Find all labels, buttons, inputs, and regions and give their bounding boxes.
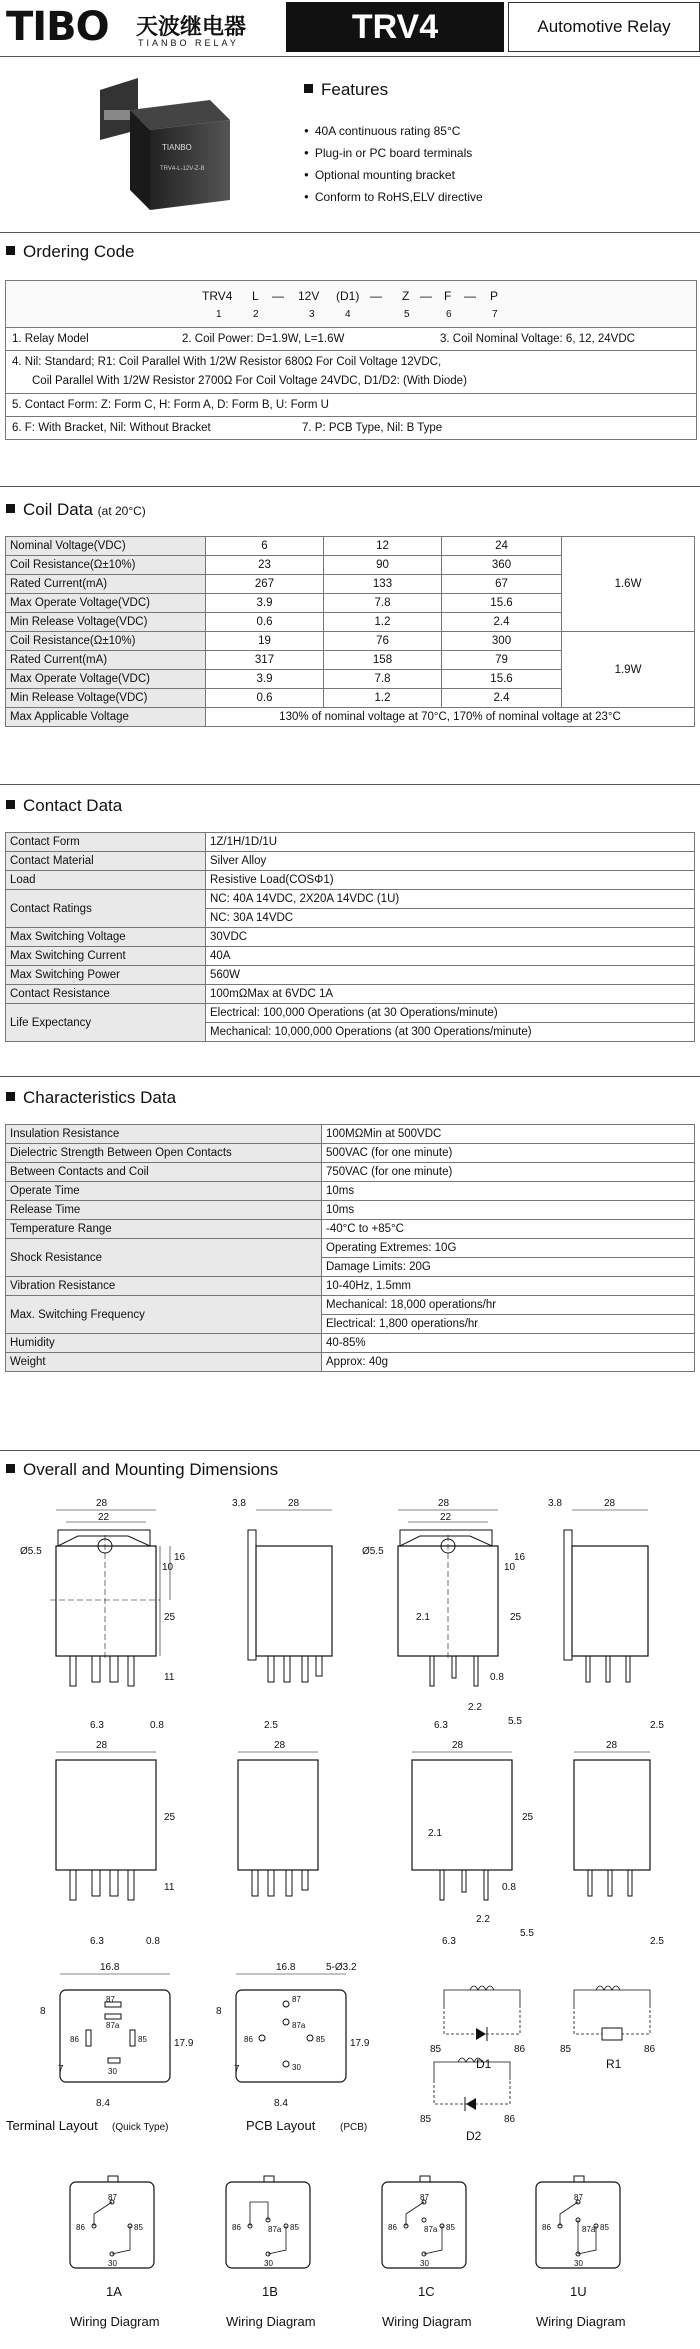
pcb-layout-note: (PCB): [340, 2122, 368, 2133]
schem-label: D2: [466, 2129, 482, 2143]
divider: [0, 1450, 700, 1451]
wiring-form-label: 1C: [418, 2284, 435, 2299]
dim-label: 5.5: [508, 1716, 522, 1727]
code-separator: —: [272, 289, 284, 303]
dim-label: 5-Ø3.2: [326, 1962, 357, 1973]
code-part: (D1): [336, 289, 360, 303]
coil-heading: Coil Data (at 20°C): [6, 500, 146, 520]
dim-label: 11: [164, 1882, 175, 1893]
pin-label: 86: [388, 2223, 397, 2232]
dim-label: 6.3: [90, 1720, 104, 1731]
dim-label: 2.2: [476, 1914, 490, 1925]
pin-label: 87a: [292, 2021, 306, 2030]
schematic-d1: [444, 1986, 520, 2041]
table-row: [6, 1144, 695, 1163]
table-cell: 67: [442, 575, 562, 594]
table-cell: Approx: 40g: [322, 1353, 695, 1372]
row-label: Contact Material: [6, 852, 206, 871]
table-cell: Operating Extremes: 10G: [322, 1239, 695, 1258]
table-cell: 2.4: [442, 689, 562, 708]
schem-label: D1: [476, 2057, 492, 2071]
dim-label: 22: [440, 1512, 452, 1523]
table-cell: 500VAC (for one minute): [322, 1144, 695, 1163]
dim-label: 6.3: [434, 1720, 448, 1731]
dim-label: 8: [216, 2006, 222, 2017]
schem-pin: 85: [560, 2044, 572, 2055]
row-label: Max. Switching Frequency: [6, 1296, 322, 1334]
dim-label: 28: [452, 1740, 464, 1751]
feature-item: ● 40A continuous rating 85°C: [304, 120, 483, 142]
pin-label: 87a: [582, 2225, 596, 2234]
dim-label: 2.5: [650, 1936, 664, 1947]
pin-label: 86: [70, 2035, 79, 2044]
ordering-row: 5. Contact Form: Z: Form C, H: Form A, D: Form B, U: Form U: [6, 393, 696, 416]
row-label: Humidity: [6, 1334, 322, 1353]
code-part: Z: [402, 289, 410, 303]
section-bullet-icon: [6, 504, 15, 513]
relay-housing: [150, 120, 230, 210]
table-cell: 24: [442, 537, 562, 556]
table-cell: -40°C to +85°C: [322, 1220, 695, 1239]
table-cell: 300: [442, 632, 562, 651]
row-label: Max Applicable Voltage: [6, 708, 206, 727]
pin-label: 87: [420, 2193, 429, 2202]
table-cell: 10ms: [322, 1201, 695, 1220]
row-label: Rated Current(mA): [6, 575, 206, 594]
table-row: [6, 632, 695, 651]
code-part: TRV4: [202, 289, 233, 303]
coil-table: [5, 536, 695, 727]
row-label: Shock Resistance: [6, 1239, 322, 1277]
table-cell: 15.6: [442, 670, 562, 689]
code-part: F: [444, 289, 452, 303]
brand-chinese: 天波继电器: [136, 15, 247, 40]
table-row: [6, 1239, 695, 1258]
front-view-quick-nobracket: [56, 1752, 156, 1900]
dim-label: Ø5.5: [362, 1546, 384, 1557]
row-label: Vibration Resistance: [6, 1277, 322, 1296]
dim-label: 25: [522, 1812, 534, 1823]
ordering-code-line: [6, 281, 696, 327]
table-cell: 2.4: [442, 613, 562, 632]
schem-pin: 86: [514, 2044, 526, 2055]
schem-pin: 85: [420, 2114, 432, 2125]
dim-label: 2.1: [428, 1828, 442, 1839]
wiring-form-label: 1B: [262, 2284, 278, 2299]
table-cell: 23: [206, 556, 324, 575]
row-label: Insulation Resistance: [6, 1125, 322, 1144]
table-cell: Silver Alloy: [206, 852, 695, 871]
code-separator: —: [464, 289, 476, 303]
wiring-form-label: 1U: [570, 2284, 587, 2299]
row-label: Life Expectancy: [6, 1004, 206, 1042]
row-label: Coil Resistance(Ω±10%): [6, 632, 206, 651]
dim-label: 0.8: [146, 1936, 160, 1947]
pin-label: 86: [542, 2223, 551, 2232]
code-part: P: [490, 289, 499, 303]
code-separator: —: [370, 289, 382, 303]
front-view-pcb: [398, 1510, 498, 1686]
dim-label: 7: [234, 2064, 240, 2075]
dim-label: 10: [504, 1562, 516, 1573]
front-view-pcb-nobracket: [412, 1752, 512, 1900]
dim-label: 17.9: [174, 2038, 194, 2049]
table-cell: 317: [206, 651, 324, 670]
pin-label: 30: [420, 2259, 429, 2268]
code-part: 12V: [298, 289, 320, 303]
wiring-caption: Wiring Diagram: [382, 2314, 472, 2329]
dim-label: 16.8: [276, 1962, 296, 1973]
pin-label: 86: [232, 2223, 241, 2232]
wiring-form-label: 1A: [106, 2284, 122, 2299]
feature-item: ● Optional mounting bracket: [304, 164, 483, 186]
divider: [0, 1076, 700, 1077]
dim-label: 28: [438, 1498, 450, 1509]
row-label: Contact Ratings: [6, 890, 206, 928]
dim-label: 6.3: [90, 1936, 104, 1947]
wiring-1a: [70, 2176, 154, 2268]
dimensions-heading: Overall and Mounting Dimensions: [6, 1460, 278, 1480]
table-row: [6, 1201, 695, 1220]
pin-label: 87: [574, 2193, 583, 2202]
schematic-d2: [434, 2058, 510, 2111]
row-label: Rated Current(mA): [6, 651, 206, 670]
table-cell: 0.6: [206, 689, 324, 708]
dim-label: 28: [274, 1740, 286, 1751]
ordering-row: 6. F: With Bracket, Nil: Without Bracket 7. P: PCB Type, Nil: B Type: [6, 416, 696, 439]
side-view-pcb-nobracket: [574, 1752, 650, 1896]
features-list: [304, 120, 483, 208]
table-row: [6, 1125, 695, 1144]
table-row: [6, 947, 695, 966]
pin-label: 30: [108, 2067, 117, 2076]
dim-label: 28: [96, 1740, 108, 1751]
row-label: Min Release Voltage(VDC): [6, 689, 206, 708]
front-view-quick: [50, 1510, 170, 1686]
dim-label: 7: [58, 2064, 64, 2075]
row-label: Contact Form: [6, 833, 206, 852]
contact-heading: Contact Data: [6, 796, 122, 816]
table-row: [6, 1277, 695, 1296]
dim-label: 2.2: [468, 1702, 482, 1713]
table-row: [6, 871, 695, 890]
section-bullet-icon: [304, 84, 313, 93]
divider: [0, 232, 700, 233]
ordering-row: 1. Relay Model 2. Coil Power: D=1.9W, L=1.6W 3. Coil Nominal Voltage: 6, 12, 24VDC: [6, 327, 696, 350]
section-bullet-icon: [6, 246, 15, 255]
contact-table: [5, 832, 695, 1042]
row-label: Dielectric Strength Between Open Contacts: [6, 1144, 322, 1163]
table-cell: 10-40Hz, 1.5mm: [322, 1277, 695, 1296]
ordering-table: [5, 280, 697, 440]
table-cell: 1.2: [324, 613, 442, 632]
coil-power-b: 1.9W: [562, 632, 695, 708]
row-label: Min Release Voltage(VDC): [6, 613, 206, 632]
table-cell: 19: [206, 632, 324, 651]
table-row: [6, 852, 695, 871]
table-row: [6, 1182, 695, 1201]
table-cell: 360: [442, 556, 562, 575]
table-cell: 100mΩMax at 6VDC 1A: [206, 985, 695, 1004]
coil-power-a: 1.6W: [562, 537, 695, 632]
dim-label: 2.1: [416, 1612, 430, 1623]
characteristics-table: [5, 1124, 695, 1372]
table-cell: NC: 30A 14VDC: [206, 909, 695, 928]
pin-label: 87a: [268, 2225, 282, 2234]
terminal-layout-caption: Terminal Layout: [6, 2118, 98, 2133]
pin-label: 30: [264, 2259, 273, 2268]
schem-pin: 86: [504, 2114, 516, 2125]
wiring-1u: [536, 2176, 620, 2268]
table-cell: 40-85%: [322, 1334, 695, 1353]
table-cell: 90: [324, 556, 442, 575]
table-row: [6, 985, 695, 1004]
row-label: Nominal Voltage(VDC): [6, 537, 206, 556]
dim-label: 17.9: [350, 2038, 370, 2049]
table-cell: Electrical: 1,800 operations/hr: [322, 1315, 695, 1334]
row-label: Max Switching Current: [6, 947, 206, 966]
dim-label: 16: [514, 1552, 526, 1563]
dim-label: 28: [288, 1498, 300, 1509]
table-cell: 79: [442, 651, 562, 670]
table-cell: 40A: [206, 947, 695, 966]
table-row: [6, 537, 695, 556]
code-num: 1: [216, 309, 222, 320]
dim-label: 8: [40, 2006, 46, 2017]
row-label: Temperature Range: [6, 1220, 322, 1239]
dimension-drawings: [0, 1490, 700, 2349]
row-label: Operate Time: [6, 1182, 322, 1201]
schem-pin: 86: [644, 2044, 656, 2055]
table-cell: 30VDC: [206, 928, 695, 947]
section-bullet-icon: [6, 1092, 15, 1101]
dim-label: 28: [604, 1498, 616, 1509]
divider: [0, 486, 700, 487]
row-label: Max Operate Voltage(VDC): [6, 594, 206, 613]
pin-label: 85: [600, 2223, 609, 2232]
dim-label: 3.8: [548, 1498, 562, 1509]
relay-photo: [90, 70, 240, 220]
table-cell: 0.6: [206, 613, 324, 632]
code-num: 4: [345, 309, 351, 320]
table-cell: Resistive Load(COSΦ1): [206, 871, 695, 890]
pin-label: 87a: [424, 2225, 438, 2234]
header: [0, 0, 700, 58]
side-view-quick: [248, 1510, 332, 1682]
characteristics-heading: Characteristics Data: [6, 1088, 176, 1108]
row-label: Coil Resistance(Ω±10%): [6, 556, 206, 575]
table-cell: 3.9: [206, 594, 324, 613]
pin-label: 87: [108, 2193, 117, 2202]
divider: [0, 784, 700, 785]
code-num: 5: [404, 309, 410, 320]
table-cell: 750VAC (for one minute): [322, 1163, 695, 1182]
pin-label: 85: [290, 2223, 299, 2232]
table-row: [6, 833, 695, 852]
pin-label: 30: [292, 2063, 301, 2072]
table-cell: Damage Limits: 20G: [322, 1258, 695, 1277]
wiring-caption: Wiring Diagram: [70, 2314, 160, 2329]
dim-label: 28: [606, 1740, 618, 1751]
table-row: [6, 1004, 695, 1023]
dim-label: 16.8: [100, 1962, 120, 1973]
model-name: TRV4: [286, 2, 504, 52]
pin-label: 85: [138, 2035, 147, 2044]
pin-label: 85: [316, 2035, 325, 2044]
dim-label: 25: [510, 1612, 522, 1623]
ordering-heading: Ordering Code: [6, 242, 135, 262]
logo: TIBO: [6, 4, 109, 50]
terminal-layout-note: (Quick Type): [112, 2122, 169, 2133]
dim-label: 16: [174, 1552, 186, 1563]
brand-english: TIANBO RELAY: [138, 38, 239, 48]
table-cell: 10ms: [322, 1182, 695, 1201]
row-label: Contact Resistance: [6, 985, 206, 1004]
row-label: Weight: [6, 1353, 322, 1372]
wiring-1b: [226, 2176, 310, 2268]
table-cell: 7.8: [324, 594, 442, 613]
dim-label: 25: [164, 1612, 176, 1623]
row-label: Release Time: [6, 1201, 322, 1220]
table-cell: NC: 40A 14VDC, 2X20A 14VDC (1U): [206, 890, 695, 909]
dim-label: 28: [96, 1498, 108, 1509]
header-divider: [0, 56, 700, 57]
code-num: 7: [492, 309, 498, 320]
table-cell: 7.8: [324, 670, 442, 689]
table-cell: 133: [324, 575, 442, 594]
pin-label: 86: [76, 2223, 85, 2232]
code-num: 2: [253, 309, 259, 320]
schem-pin: 85: [430, 2044, 442, 2055]
table-cell: 560W: [206, 966, 695, 985]
dim-label: 2.5: [264, 1720, 278, 1731]
dim-label: 10: [162, 1562, 174, 1573]
dim-label: Ø5.5: [20, 1546, 42, 1557]
section-bullet-icon: [6, 1464, 15, 1473]
table-row: [6, 1163, 695, 1182]
dim-label: 6.3: [442, 1936, 456, 1947]
table-cell: 100MΩMin at 500VDC: [322, 1125, 695, 1144]
dim-label: 5.5: [520, 1928, 534, 1939]
section-bullet-icon: [6, 800, 15, 809]
dim-label: 2.5: [650, 1720, 664, 1731]
table-cell: 1Z/1H/1D/1U: [206, 833, 695, 852]
side-view-quick-nobracket: [238, 1752, 318, 1896]
row-label: Load: [6, 871, 206, 890]
table-row: [6, 1334, 695, 1353]
wiring-caption: Wiring Diagram: [226, 2314, 316, 2329]
code-num: 6: [446, 309, 452, 320]
table-cell: 1.2: [324, 689, 442, 708]
table-cell: 158: [324, 651, 442, 670]
table-cell: Mechanical: 10,000,000 Operations (at 300 Operations/minute): [206, 1023, 695, 1042]
table-cell: Mechanical: 18,000 operations/hr: [322, 1296, 695, 1315]
schematic-r1: [574, 1986, 650, 2040]
code-separator: —: [420, 289, 432, 303]
dim-label: 8.4: [96, 2098, 110, 2109]
table-cell: 12: [324, 537, 442, 556]
dim-label: 22: [98, 1512, 110, 1523]
dim-label: 3.8: [232, 1498, 246, 1509]
dim-label: 0.8: [490, 1672, 504, 1683]
pin-label: 86: [244, 2035, 253, 2044]
table-cell: 3.9: [206, 670, 324, 689]
pin-label: 30: [574, 2259, 583, 2268]
pin-label: 85: [446, 2223, 455, 2232]
photo-brand: TIANBO: [162, 143, 192, 152]
row-label: Max Switching Power: [6, 966, 206, 985]
dim-label: 25: [164, 1812, 176, 1823]
table-cell: 130% of nominal voltage at 70°C, 170% of nominal voltage at 23°C: [206, 708, 695, 727]
code-part: L: [252, 289, 259, 303]
pin-label: 85: [134, 2223, 143, 2232]
row-label: Between Contacts and Coil: [6, 1163, 322, 1182]
pin-label: 87a: [106, 2021, 120, 2030]
wiring-caption: Wiring Diagram: [536, 2314, 626, 2329]
pcb-layout-caption: PCB Layout: [246, 2118, 316, 2133]
table-cell: Electrical: 100,000 Operations (at 30 Operations/minute): [206, 1004, 695, 1023]
dim-label: 0.8: [150, 1720, 164, 1731]
table-row: [6, 928, 695, 947]
pin-label: 87: [292, 1995, 301, 2004]
table-cell: 267: [206, 575, 324, 594]
wiring-1c: [382, 2176, 466, 2268]
schem-label: R1: [606, 2057, 622, 2071]
product-title: Automotive Relay: [508, 2, 700, 52]
table-cell: 6: [206, 537, 324, 556]
feature-item: ● Conform to RoHS,ELV directive: [304, 186, 483, 208]
table-row: [6, 1296, 695, 1315]
row-label: Max Operate Voltage(VDC): [6, 670, 206, 689]
features-heading: Features: [304, 80, 388, 100]
table-row: [6, 708, 695, 727]
code-num: 3: [309, 309, 315, 320]
pin-label: 87: [106, 1995, 115, 2004]
table-row: [6, 1220, 695, 1239]
dim-label: 8.4: [274, 2098, 288, 2109]
pin-label: 30: [108, 2259, 117, 2268]
dim-label: 0.8: [502, 1882, 516, 1893]
table-row: [6, 890, 695, 909]
table-cell: 76: [324, 632, 442, 651]
feature-item: ● Plug-in or PC board terminals: [304, 142, 483, 164]
dim-label: 11: [164, 1672, 175, 1683]
side-view-pcb: [564, 1510, 648, 1682]
table-row: [6, 1353, 695, 1372]
photo-model: TRV4-L-12V-Z-B: [160, 166, 205, 172]
pcb-layout: [236, 1974, 346, 2082]
ordering-row: 4. Nil: Standard; R1: Coil Parallel With 1/2W Resistor 680Ω For Coil Voltage 12VDC, Coil Parallel With 1/2W Resistor 2700Ω For Coil Voltage 24VDC, D1/D2: (With Diode): [6, 350, 696, 393]
table-row: [6, 966, 695, 985]
row-label: Max Switching Voltage: [6, 928, 206, 947]
table-cell: 15.6: [442, 594, 562, 613]
